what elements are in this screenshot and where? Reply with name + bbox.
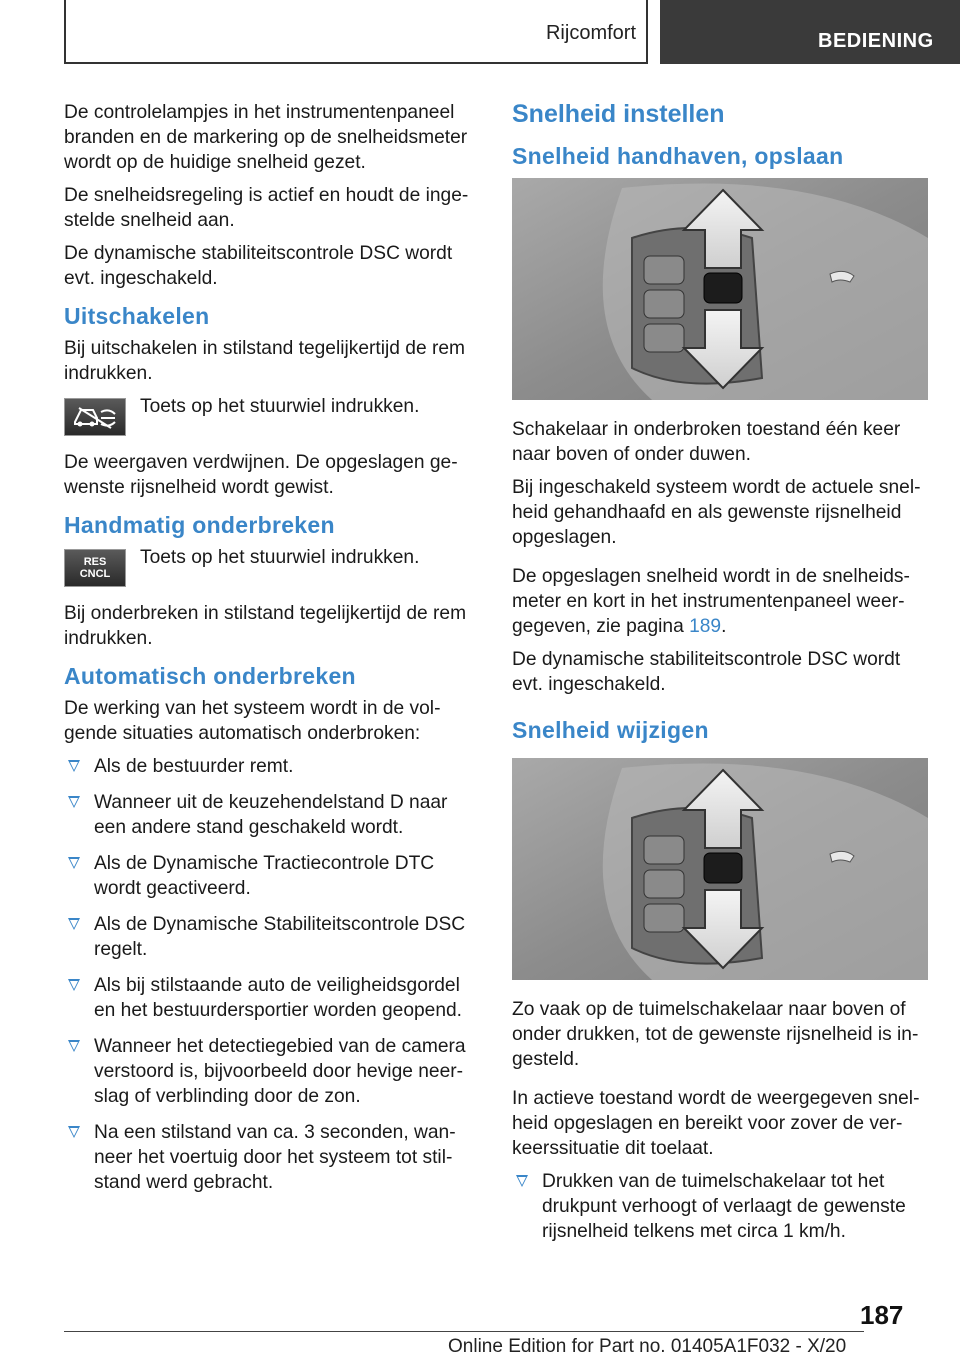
handhaven-paragraph: Bij ingeschakeld systeem wordt de actuele snelheid gehandhaafd en als gewenste rijsnelheid opgeslagen. bbox=[512, 477, 921, 548]
bullet-triangle-icon bbox=[516, 1175, 528, 1187]
header-section-title: Rijcomfort bbox=[545, 22, 636, 44]
handmatig-icon-row bbox=[64, 545, 482, 587]
uitschakelen-after-text: De weergaven verdwijnen. De opgeslagen gewenste rijsnelheid wordt gewist. bbox=[64, 452, 458, 498]
intro-paragraph: De dynamische stabiliteitscontrole DSC wordt evt. ingeschakeld. bbox=[64, 243, 453, 289]
handhaven-stored-text bbox=[512, 564, 930, 639]
footer-edition: Online Edition for Part no. 01405A1F032 - X/20 bbox=[448, 1336, 847, 1357]
left-column bbox=[64, 100, 482, 1206]
wijzigen-paragraph: In actieve toestand wordt de weergegeven snelheid opgeslagen en bereikt voor zover de verkeerssituatie dit toelaat. bbox=[512, 1088, 920, 1159]
handhaven-dsc-text: De dynamische stabiliteitscontrole DSC wordt evt. ingeschakeld. bbox=[512, 649, 901, 695]
heading-handmatig-onderbreken: Handmatig onderbreken bbox=[64, 512, 335, 538]
page-reference-link[interactable]: 189 bbox=[689, 616, 722, 637]
bullet-triangle-icon bbox=[68, 918, 80, 930]
stored-text-before: De opgeslagen snelheid wordt in de snelheidsmeter en kort in het instrumentenpaneel weergegeven, zie pagina bbox=[512, 566, 910, 637]
list-item-text: Als bij stilstaande auto de veiligheidsgordel en het bestuurdersportier worden geopend. bbox=[94, 975, 463, 1021]
cruise-control-off-icon bbox=[64, 398, 126, 436]
handhaven-paragraph: Schakelaar in onderbroken toestand één keer naar boven of onder duwen. bbox=[512, 419, 901, 465]
list-item-text: Als de Dynamische Tractiecontrole DTC wordt geactiveerd. bbox=[94, 853, 435, 899]
wijzigen-paragraph: Zo vaak op de tuimelschakelaar naar boven of onder drukken, tot de gewenste rijsnelheid is ingesteld. bbox=[512, 999, 919, 1070]
heading-automatisch-onderbreken: Automatisch onderbreken bbox=[64, 663, 356, 689]
steering-wheel-rocker-switch-figure bbox=[512, 758, 928, 980]
cncl-label: CNCL bbox=[79, 568, 111, 580]
bullet-triangle-icon bbox=[68, 796, 80, 808]
handmatig-after-text: Bij onderbreken in stilstand tegelijkertijd de rem indrukken. bbox=[64, 603, 467, 649]
header-chapter-tab: BEDIENING bbox=[660, 0, 960, 64]
intro-paragraph: De controlelampjes in het instrumentenpaneel branden en de markering op de snelheidsmeter wordt op de huidige snelheid gezet. bbox=[64, 102, 468, 173]
section-title: Snelheid instellen bbox=[512, 100, 725, 128]
list-item bbox=[64, 851, 482, 901]
list-item-text: Als de bestuurder remt. bbox=[94, 756, 294, 777]
handmatig-icon-text: Toets op het stuurwiel indrukken. bbox=[140, 547, 420, 568]
list-item bbox=[512, 1169, 930, 1244]
list-item bbox=[64, 754, 482, 779]
intro-paragraph: De snelheidsregeling is actief en houdt de ingestelde snelheid aan. bbox=[64, 185, 469, 231]
bullet-triangle-icon bbox=[68, 857, 80, 869]
list-item bbox=[64, 1034, 482, 1109]
list-item-text: Als de Dynamische Stabiliteitscontrole DSC regelt. bbox=[94, 914, 466, 960]
automatisch-list bbox=[64, 754, 482, 1195]
bullet-triangle-icon bbox=[68, 760, 80, 772]
bullet-triangle-icon bbox=[68, 1040, 80, 1052]
uitschakelen-text: Bij uitschakelen in stilstand tegelijkertijd de rem indrukken. bbox=[64, 338, 465, 384]
steering-wheel-rocker-switch-figure bbox=[512, 178, 928, 400]
res-cncl-button-icon bbox=[64, 549, 126, 587]
list-item bbox=[64, 790, 482, 840]
list-item bbox=[64, 912, 482, 962]
page-number: 187 bbox=[860, 1300, 904, 1330]
heading-snelheid-wijzigen: Snelheid wijzigen bbox=[512, 717, 709, 743]
bullet-triangle-icon bbox=[68, 1126, 80, 1138]
footer-divider bbox=[64, 1331, 864, 1332]
uitschakelen-icon-row bbox=[64, 394, 482, 436]
list-item bbox=[64, 973, 482, 1023]
heading-snelheid-handhaven: Snelheid handhaven, opslaan bbox=[512, 143, 844, 169]
list-item bbox=[64, 1120, 482, 1195]
uitschakelen-icon-text: Toets op het stuurwiel indrukken. bbox=[140, 396, 420, 417]
bullet-triangle-icon bbox=[68, 979, 80, 991]
list-item-text: Na een stilstand van ca. 3 seconden, wanneer het voertuig door het systeem tot stilstand werd gebracht. bbox=[94, 1122, 456, 1193]
list-item-text: Drukken van de tuimelschakelaar tot het drukpunt verhoogt of verlaagt de gewenste rijsnelheid telkens met circa 1 km/h. bbox=[542, 1171, 906, 1242]
res-label: RES bbox=[83, 556, 107, 568]
stored-text-after: . bbox=[721, 616, 727, 637]
list-item-text: Wanneer het detectiegebied van de camera verstoord is, bijvoorbeeld door hevige neerslag of verblinding door de zon. bbox=[94, 1036, 466, 1107]
heading-uitschakelen: Uitschakelen bbox=[64, 303, 210, 329]
list-item-text: Wanneer uit de keuzehendelstand D naar een andere stand geschakeld wordt. bbox=[94, 792, 448, 838]
automatisch-text: De werking van het systeem wordt in de volgende situaties automatisch onderbroken: bbox=[64, 698, 441, 744]
right-column bbox=[512, 100, 930, 1255]
wijzigen-list bbox=[512, 1169, 930, 1244]
